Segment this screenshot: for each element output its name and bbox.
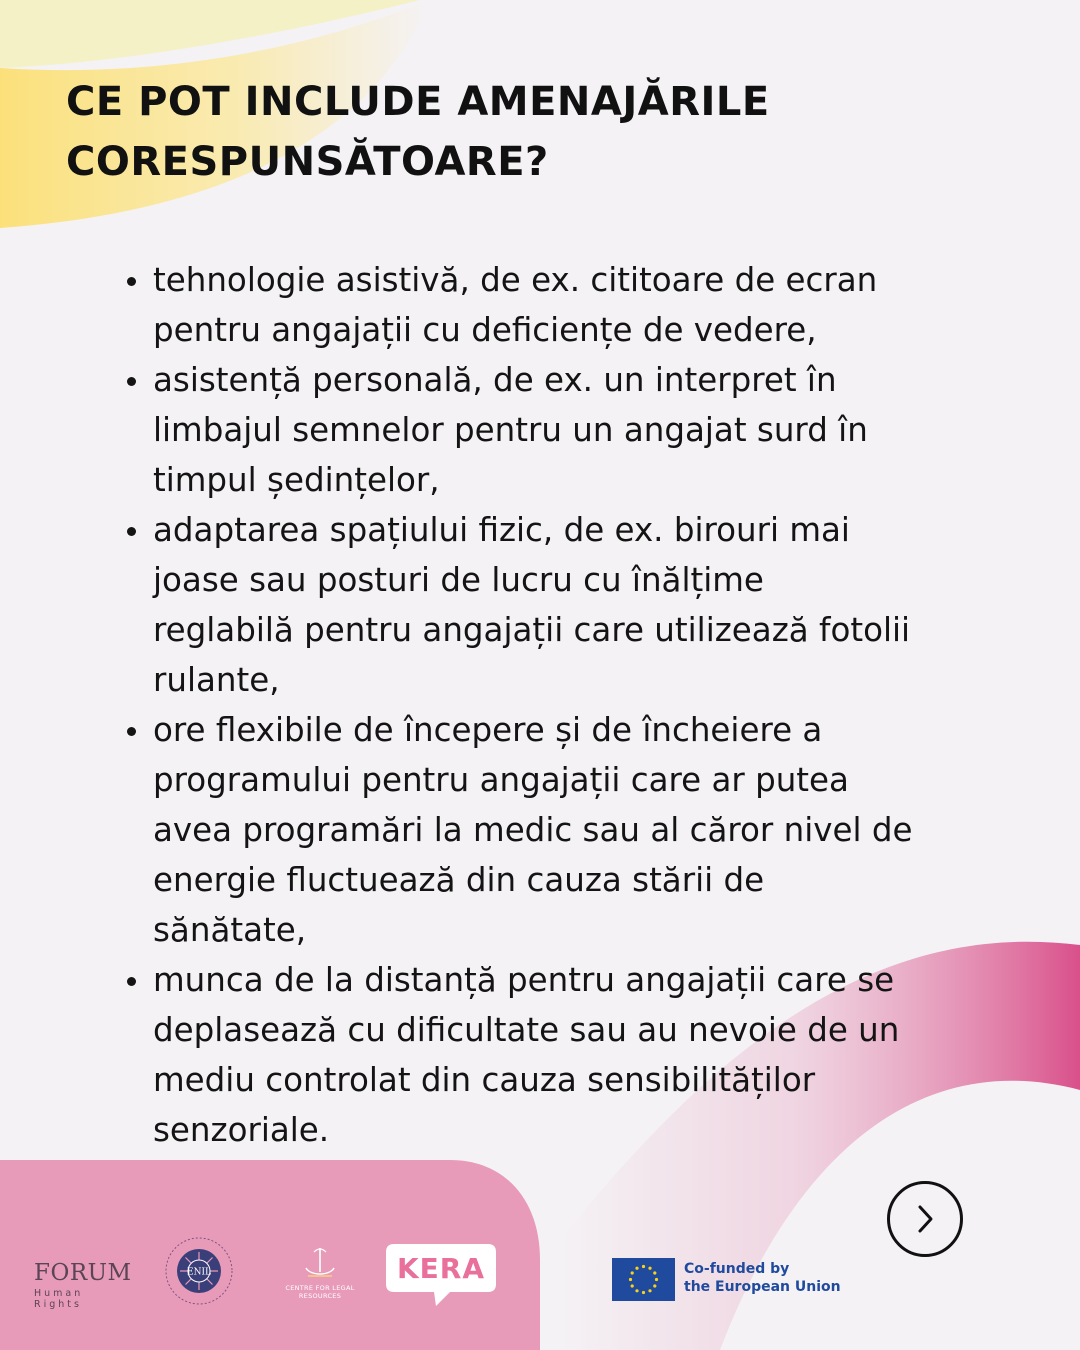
title-line-1: CE POT INCLUDE AMENAJĂRILE [66, 79, 770, 125]
kera-logo-text: KERA [396, 1252, 486, 1285]
enil-logo [164, 1236, 234, 1310]
centre-for-legal-resources-logo [280, 1246, 360, 1300]
list-item: munca de la distanță pentru angajații care se deplasează cu dificultate sau au nevoie de un mediu controlat din cauza sensibilităților senzoriale. [153, 955, 1003, 1155]
forum-logo-subtitle: Human Rights [34, 1288, 84, 1310]
clr-logo-line-1: CENTRE FOR LEGAL [285, 1284, 355, 1292]
clr-logo-line-2: RESOURCES [298, 1292, 342, 1300]
next-slide-button[interactable] [887, 1181, 963, 1257]
forum-human-rights-logo [34, 1260, 132, 1310]
accommodations-list [153, 255, 1003, 1155]
eu-cofunded-text [684, 1260, 884, 1296]
title-line-2: CORESPUNSĂTOARE? [66, 139, 549, 185]
bullet-icon [127, 377, 136, 386]
chevron-right-icon [908, 1202, 942, 1236]
list-item: tehnologie asistivă, de ex. cititoare de ecran pentru angajații cu deficiențe de vedere, [153, 255, 1003, 355]
list-item: asistență personală, de ex. un interpret în limbajul semnelor pentru un angajat surd în timpul ședințelor, [153, 355, 1003, 505]
eu-text-line-1: Co-funded by [684, 1261, 790, 1277]
svg-text:ENIL: ENIL [187, 1267, 211, 1278]
bullet-icon [127, 277, 136, 286]
enil-emblem-icon [164, 1236, 234, 1306]
eu-text-line-2: the European Union [684, 1279, 841, 1295]
list-item: ore flexibile de începere și de încheiere a programului pentru angajații care ar putea avea programări la medic sau al căror nivel de energie fluctuează din cauza stării de sănătate, [153, 705, 1003, 955]
list-item: adaptarea spațiului fizic, de ex. birouri mai joase sau posturi de lucru cu înălțime reglabilă pentru angajații care utilizează fotolii rulante, [153, 505, 1003, 705]
bullet-icon [127, 977, 136, 986]
bullet-icon [127, 727, 136, 736]
bullet-icon [127, 527, 136, 536]
scales-icon [300, 1246, 340, 1280]
page-title [66, 72, 966, 192]
forum-logo-name: FORUM [34, 1260, 132, 1286]
eu-flag-icon [612, 1258, 675, 1301]
kera-logo [384, 1242, 498, 1312]
